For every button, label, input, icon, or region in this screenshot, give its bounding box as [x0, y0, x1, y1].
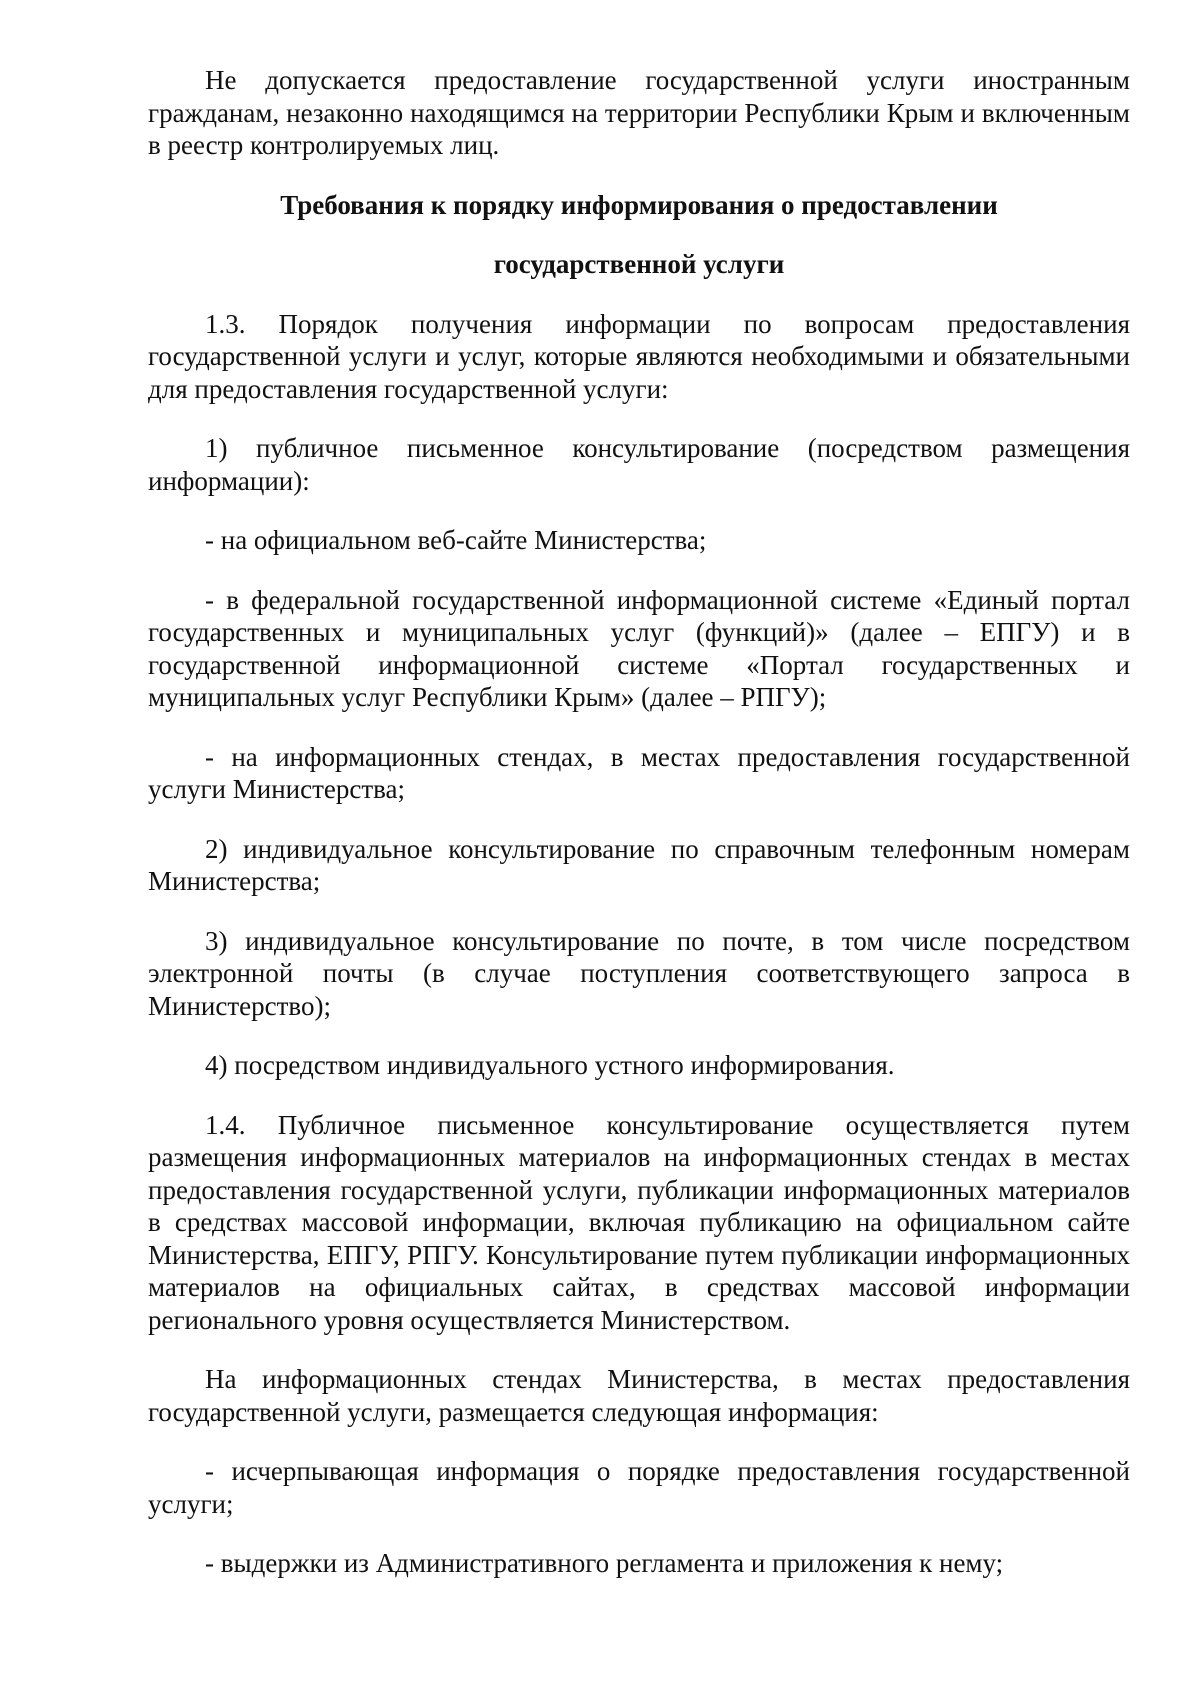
paragraph-item-4: 4) посредством индивидуального устного информирования.	[205, 1050, 895, 1080]
paragraph-item-stands: - на информационных стендах, в местах предоставления государственной услуги Министерства;	[148, 741, 1130, 804]
section-heading-line-1: Требования к порядку информирования о предоставлении	[280, 189, 998, 220]
paragraph-stands-info: На информационных стендах Министерства, в местах предоставления государственной услуги, размещается следующая информация:	[148, 1364, 1130, 1427]
paragraph-1-4: 1.4. Публичное письменное консультирование осуществляется путем размещения информационных материалов на информационных стендах в местах предоставления государственной услуги, публикации информационных материалов в средствах массовой информации, включая публикацию на официальном сайте Министерства, ЕПГУ, РПГУ. Консультирование путем публикации информационных материалов на официальных сайтах, в средствах массовой информации регионального уровня осуществляется Министерством.	[148, 1109, 1130, 1335]
paragraph-item-3: 3) индивидуальное консультирование по почте, в том числе посредством электронной почты (в случае поступления соответствующего запроса в Министерство);	[148, 925, 1130, 1021]
paragraph-exhaustive-info: - исчерпывающая информация о порядке предоставления государственной услуги;	[148, 1456, 1130, 1519]
paragraph-regulation-excerpts: - выдержки из Административного регламента и приложения к нему;	[205, 1548, 1004, 1578]
paragraph-item-website: - на официальном веб-сайте Министерства;	[205, 525, 707, 555]
paragraph-foreign-citizens: Не допускается предоставление государственной услуги иностранным гражданам, незаконно находящимся на территории Республики Крым и включенным в реестр контролируемых лиц.	[148, 65, 1130, 160]
paragraph-item-1: 1) публичное письменное консультирование (посредством размещения информации):	[148, 433, 1130, 496]
paragraph-item-epgu-rpgu: - в федеральной государственной информационной системе «Единый портал государственных и муниципальных услуг (функций)» (далее – ЕПГУ) и в государственной информационной системе «Портал государственных и муниципальных услуг Республики Крым» (далее – РПГУ);	[148, 584, 1130, 712]
paragraph-item-2: 2) индивидуальное консультирование по справочным телефонным номерам Министерства;	[148, 833, 1130, 896]
paragraph-1-3: 1.3. Порядок получения информации по вопросам предоставления государственной услуги и услуг, которые являются необходимыми и обязательными для предоставления государственной услуги:	[148, 308, 1130, 404]
document-body	[148, 64, 1130, 1607]
section-heading-line-2: государственной услуги	[493, 249, 785, 279]
